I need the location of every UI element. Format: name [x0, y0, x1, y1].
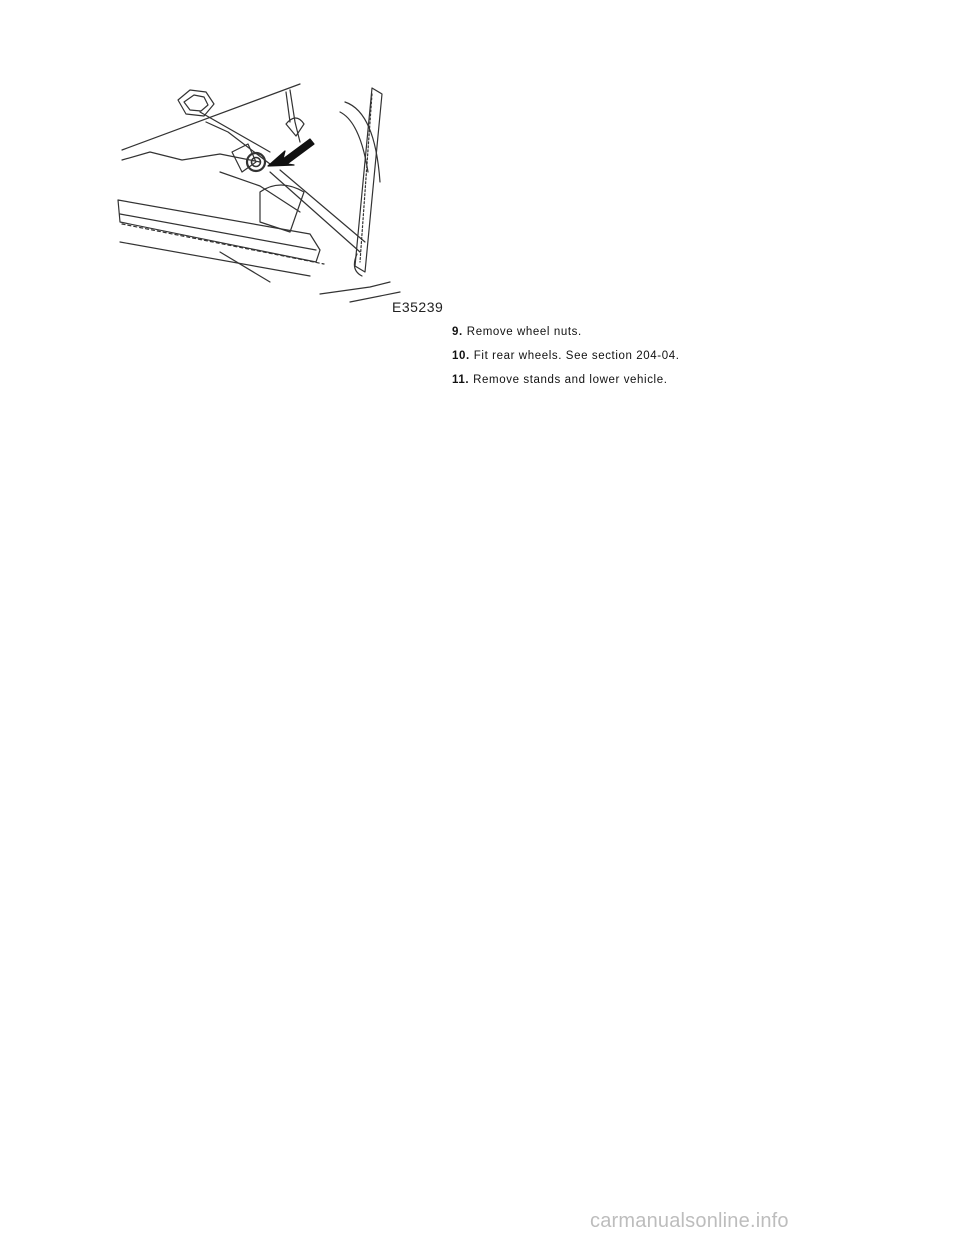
step-text: Remove wheel nuts.	[466, 326, 582, 338]
step-item	[452, 349, 680, 373]
step-item	[452, 325, 680, 349]
instruction-steps	[452, 325, 680, 397]
step-text: Remove stands and lower vehicle.	[473, 374, 668, 386]
figure-id-label: E35239	[392, 299, 444, 315]
step-number: 11.	[452, 374, 470, 386]
wheel-nut-illustration-icon	[110, 82, 450, 320]
step-item	[452, 373, 680, 397]
step-number: 10.	[452, 350, 470, 362]
step-number: 9.	[452, 326, 463, 338]
step-text: Fit rear wheels. See section 204-04.	[473, 350, 680, 362]
site-watermark: carmanualsonline.info	[590, 1210, 789, 1232]
technical-illustration	[110, 82, 450, 320]
